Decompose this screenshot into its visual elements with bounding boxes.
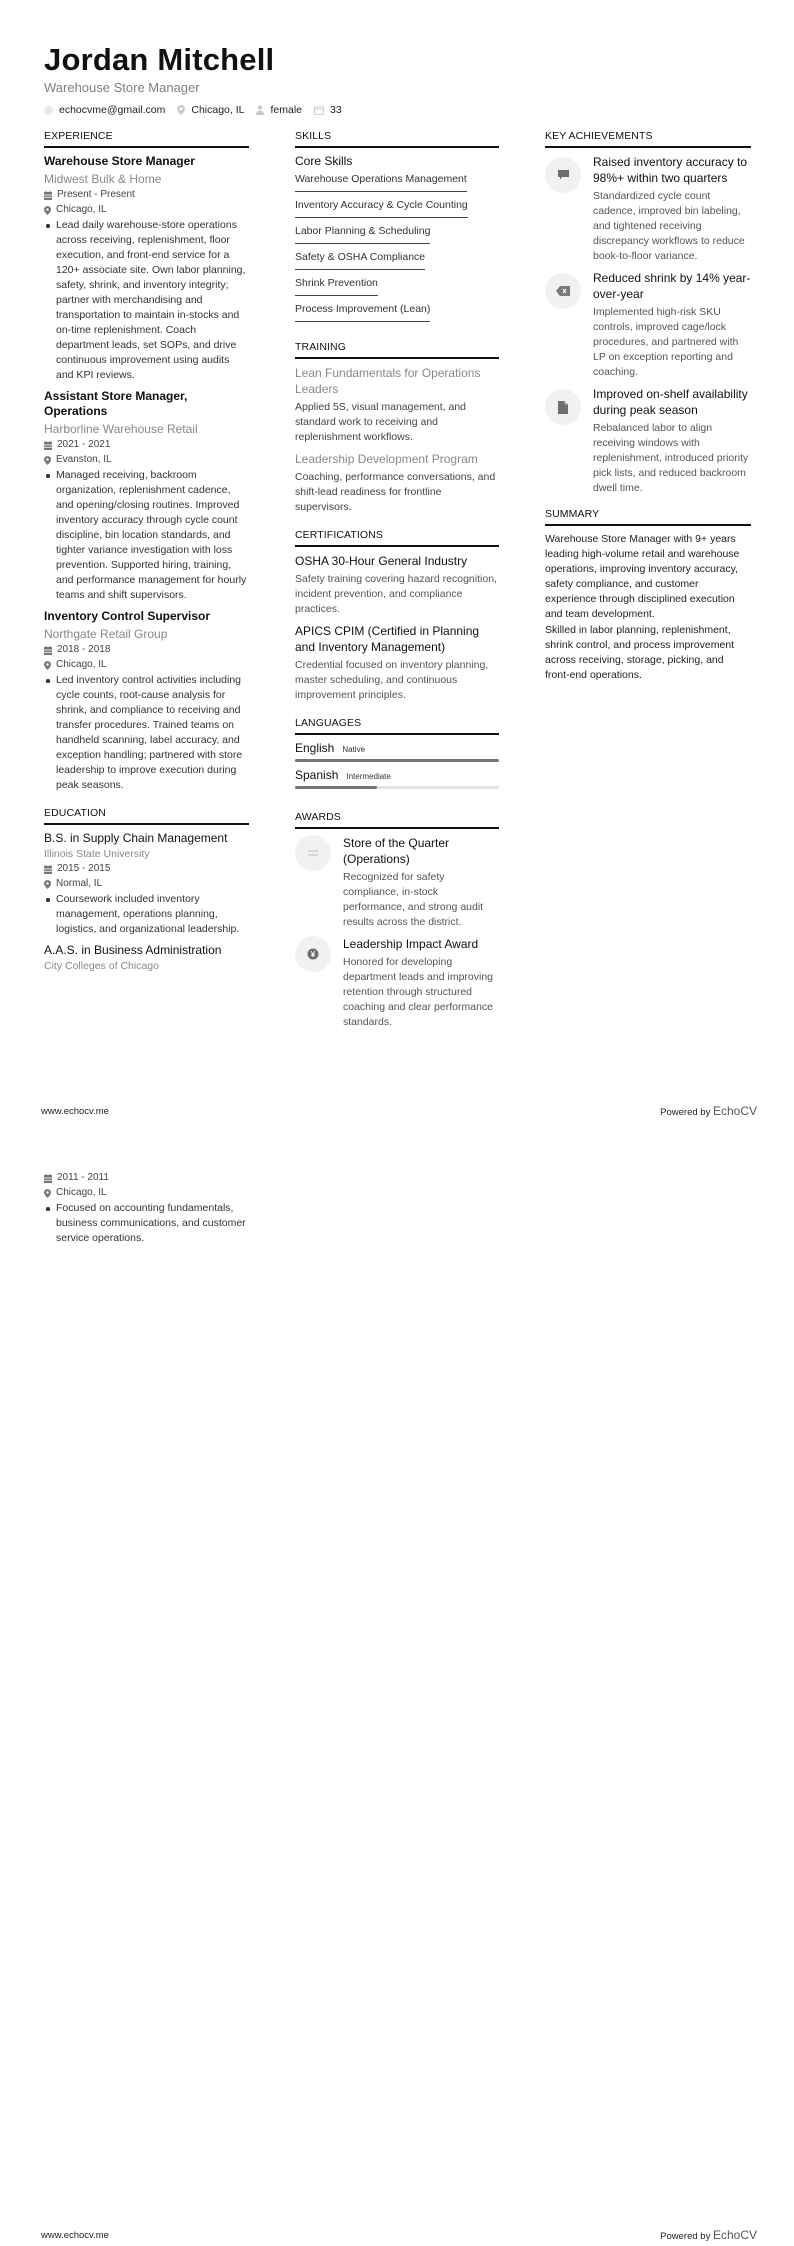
website-link[interactable]: www.echocv.me	[41, 2229, 109, 2241]
achievement-title: Raised inventory accuracy to 98%+ within two quarters	[593, 155, 748, 185]
achievement-description: Implemented high-risk SKU controls, improved cage/lock procedures, and partnered with LP on exception reporting and coaching.	[593, 306, 739, 378]
summary-body	[545, 532, 751, 683]
skill-item: Inventory Accuracy & Cycle Counting	[295, 199, 468, 218]
certification-item	[295, 553, 499, 617]
achievement-item	[545, 270, 751, 380]
dates-text: 2021 - 2021	[57, 439, 111, 450]
job-dates	[44, 643, 249, 657]
location-text: Chicago, IL	[56, 659, 107, 670]
location-text: Chicago, IL	[191, 104, 245, 116]
language-item	[295, 768, 499, 789]
languages-heading: LANGUAGES	[295, 717, 499, 735]
certification-title: APICS CPIM (Certified in Planning and Inventory Management)	[295, 624, 480, 654]
skill-item: Labor Planning & Scheduling	[295, 225, 430, 244]
education-description: Coursework included inventory management, operations planning, logistics, and organizational leadership.	[44, 892, 249, 937]
education-description: Focused on accounting fundamentals, business communications, and customer service operations.	[44, 1201, 249, 1246]
award-description: Recognized for safety compliance, in-stock performance, and strong audit results across the district.	[343, 871, 484, 928]
job-location	[44, 453, 249, 467]
awards-heading: AWARDS	[295, 811, 499, 829]
location-text: Evanston, IL	[56, 454, 112, 465]
summary-heading: SUMMARY	[545, 508, 751, 526]
school: City Colleges of Chicago	[44, 960, 159, 972]
brand-logo[interactable]: EchoCV	[712, 1104, 757, 1118]
job-title: Warehouse Store Manager	[44, 154, 195, 168]
location-text: Chicago, IL	[56, 204, 107, 215]
skill-item: Safety & OSHA Compliance	[295, 251, 425, 270]
training-item	[295, 365, 499, 445]
education-item	[44, 943, 249, 973]
location-text: Normal, IL	[56, 878, 103, 889]
achievement-item	[545, 386, 751, 496]
gender-text: female	[270, 104, 302, 116]
job-title: Assistant Store Manager, Operations	[44, 389, 188, 418]
calendar-icon	[44, 191, 52, 200]
powered-by-text: Powered by	[660, 1107, 711, 1118]
certification-description: Safety training covering hazard recognition, incident prevention, and compliance practices.	[295, 573, 497, 615]
language-proficiency-bar	[295, 786, 499, 789]
contact-age	[314, 104, 342, 116]
yen-coin-icon	[295, 936, 331, 972]
dates-text: 2015 - 2015	[57, 863, 111, 874]
brand-logo[interactable]: EchoCV	[712, 2228, 757, 2242]
achievement-title: Reduced shrink by 14% year-over-year	[593, 271, 751, 301]
achievement-description: Rebalanced labor to align receiving windows with replenishment, introduced priority pick lists, and reduced backroom dwell time.	[593, 422, 749, 494]
location-pin-icon	[44, 661, 51, 670]
middle-column	[295, 130, 499, 1036]
skills-heading: SKILLS	[295, 130, 499, 148]
summary-paragraph: Skilled in labor planning, replenishment, shrink control, and process improvement across receiving, storage, picking, and front-end operations.	[545, 624, 735, 681]
resume-header	[44, 42, 354, 116]
document-icon	[545, 389, 581, 425]
skill-item: Shrink Prevention	[295, 277, 378, 296]
achievement-description: Standardized cycle count cadence, improved bin labeling, and tightened receiving discrepancy workflows to reduce book-to-floor variance.	[593, 190, 745, 262]
skill-item: Process Improvement (Lean)	[295, 303, 430, 322]
experience-heading: EXPERIENCE	[44, 130, 249, 148]
left-column	[44, 130, 249, 979]
page-footer	[41, 2228, 757, 2242]
contact-location	[177, 104, 244, 116]
certifications-heading: CERTIFICATIONS	[295, 529, 499, 547]
job-company: Northgate Retail Group	[44, 627, 168, 641]
location-pin-icon	[177, 105, 185, 115]
job-company: Midwest Bulk & Home	[44, 172, 162, 186]
location-text: Chicago, IL	[56, 1187, 107, 1198]
candidate-name: Jordan Mitchell	[44, 42, 275, 77]
achievement-item	[545, 154, 751, 264]
language-proficiency-bar	[295, 759, 499, 762]
contact-bar	[44, 104, 354, 116]
candidate-title: Warehouse Store Manager	[44, 80, 200, 95]
powered-by-text: Powered by	[660, 2231, 711, 2242]
right-column	[545, 130, 751, 684]
award-item	[295, 936, 499, 1030]
degree: A.A.S. in Business Administration	[44, 943, 222, 957]
degree: B.S. in Supply Chain Management	[44, 831, 228, 845]
job-description: Managed receiving, backroom organization, replenishment cadence, and opening/closing routines. Improved inventory accuracy through cycle count discipline, bin location standards, and tighter variance investigation with loss prevention. Supported hiring, training, and performance management for hourly teams and shift supervisors.	[44, 468, 249, 603]
language-level: Native	[342, 745, 366, 754]
achievement-title: Improved on-shelf availability during peak season	[593, 387, 748, 417]
job-dates	[44, 438, 249, 452]
dates-text: 2018 - 2018	[57, 644, 111, 655]
award-title: Store of the Quarter (Operations)	[343, 836, 450, 866]
person-icon	[256, 105, 264, 115]
powered-by	[660, 2228, 757, 2242]
education-continuation	[44, 1170, 249, 1246]
skill-group-title: Core Skills	[295, 154, 353, 168]
dates-text: 2011 - 2011	[57, 1172, 109, 1183]
language-name: English	[295, 741, 335, 755]
location-pin-icon	[44, 880, 51, 889]
award-item	[295, 835, 499, 930]
education-item	[44, 831, 249, 937]
job-company: Harborline Warehouse Retail	[44, 422, 198, 436]
backspace-icon	[545, 273, 581, 309]
chat-bubble-icon	[545, 157, 581, 193]
education-location	[44, 1186, 249, 1200]
location-pin-icon	[44, 206, 51, 215]
job-location	[44, 203, 249, 217]
training-title: Leadership Development Program	[295, 452, 478, 466]
experience-item	[44, 609, 249, 793]
training-description: Applied 5S, visual management, and standard work to receiving and replenishment workflows.	[295, 401, 467, 443]
location-pin-icon	[44, 1189, 51, 1198]
certification-description: Credential focused on inventory planning, master scheduling, and continuous improvement principles.	[295, 659, 489, 701]
job-location	[44, 658, 249, 672]
training-title: Lean Fundamentals for Operations Leaders	[295, 366, 481, 396]
education-heading: EDUCATION	[44, 807, 249, 825]
education-location	[44, 877, 249, 891]
education-dates	[44, 862, 249, 876]
calendar-icon	[44, 646, 52, 655]
school: Illinois State University	[44, 848, 150, 860]
contact-email[interactable]	[44, 104, 165, 116]
job-description: Lead daily warehouse-store operations across receiving, replenishment, floor execution, and front-end service for a 120+ associate site. Own labor planning, safety, shrink, and inventory integrity; partner with merchandising and transportation to maintain in-stocks and on-time replenishment. Coach department leads, set SOPs, and drive continuous improvement using audits and KPI reviews.	[44, 218, 249, 383]
education-dates	[44, 1171, 249, 1185]
calendar-icon	[44, 441, 52, 450]
skills-list	[295, 173, 499, 329]
skill-item: Warehouse Operations Management	[295, 173, 467, 192]
achievements-heading: KEY ACHIEVEMENTS	[545, 130, 751, 148]
job-title: Inventory Control Supervisor	[44, 609, 211, 623]
experience-item	[44, 389, 249, 603]
website-link[interactable]: www.echocv.me	[41, 1105, 109, 1117]
language-item	[295, 741, 499, 762]
training-item	[295, 451, 499, 515]
language-level: Intermediate	[346, 772, 391, 781]
calendar-icon	[44, 865, 52, 874]
experience-item	[44, 154, 249, 383]
equals-icon	[295, 835, 331, 871]
training-heading: TRAINING	[295, 341, 499, 359]
calendar-icon	[314, 106, 324, 115]
contact-gender	[256, 104, 302, 116]
job-dates	[44, 188, 249, 202]
certification-item	[295, 623, 499, 703]
at-icon	[44, 106, 53, 115]
award-title: Leadership Impact Award	[343, 937, 479, 951]
job-description: Led inventory control activities including cycle counts, root-cause analysis for shrink, and compliance to receiving and transfer procedures. Trained teams on handheld scanning, label accuracy, and exception handling; partnered with store leadership to improve execution during peak seasons.	[44, 673, 249, 793]
page-footer	[41, 1104, 757, 1118]
summary-paragraph: Warehouse Store Manager with 9+ years leading high-volume retail and warehouse operations, improving inventory accuracy, safety compliance, and customer experience through disciplined execution and team development.	[545, 533, 740, 620]
certification-title: OSHA 30-Hour General Industry	[295, 554, 468, 568]
training-description: Coaching, performance conversations, and shift-lead readiness for frontline supervisors.	[295, 471, 496, 513]
email-text: echocvme@gmail.com	[59, 104, 166, 116]
location-pin-icon	[44, 456, 51, 465]
dates-text: Present - Present	[57, 189, 135, 200]
language-name: Spanish	[295, 768, 339, 782]
calendar-icon	[44, 1174, 52, 1183]
award-description: Honored for developing department leads and improving retention through structured coaching and clear performance standards.	[343, 956, 494, 1028]
age-text: 33	[330, 104, 342, 116]
powered-by	[660, 1104, 757, 1118]
